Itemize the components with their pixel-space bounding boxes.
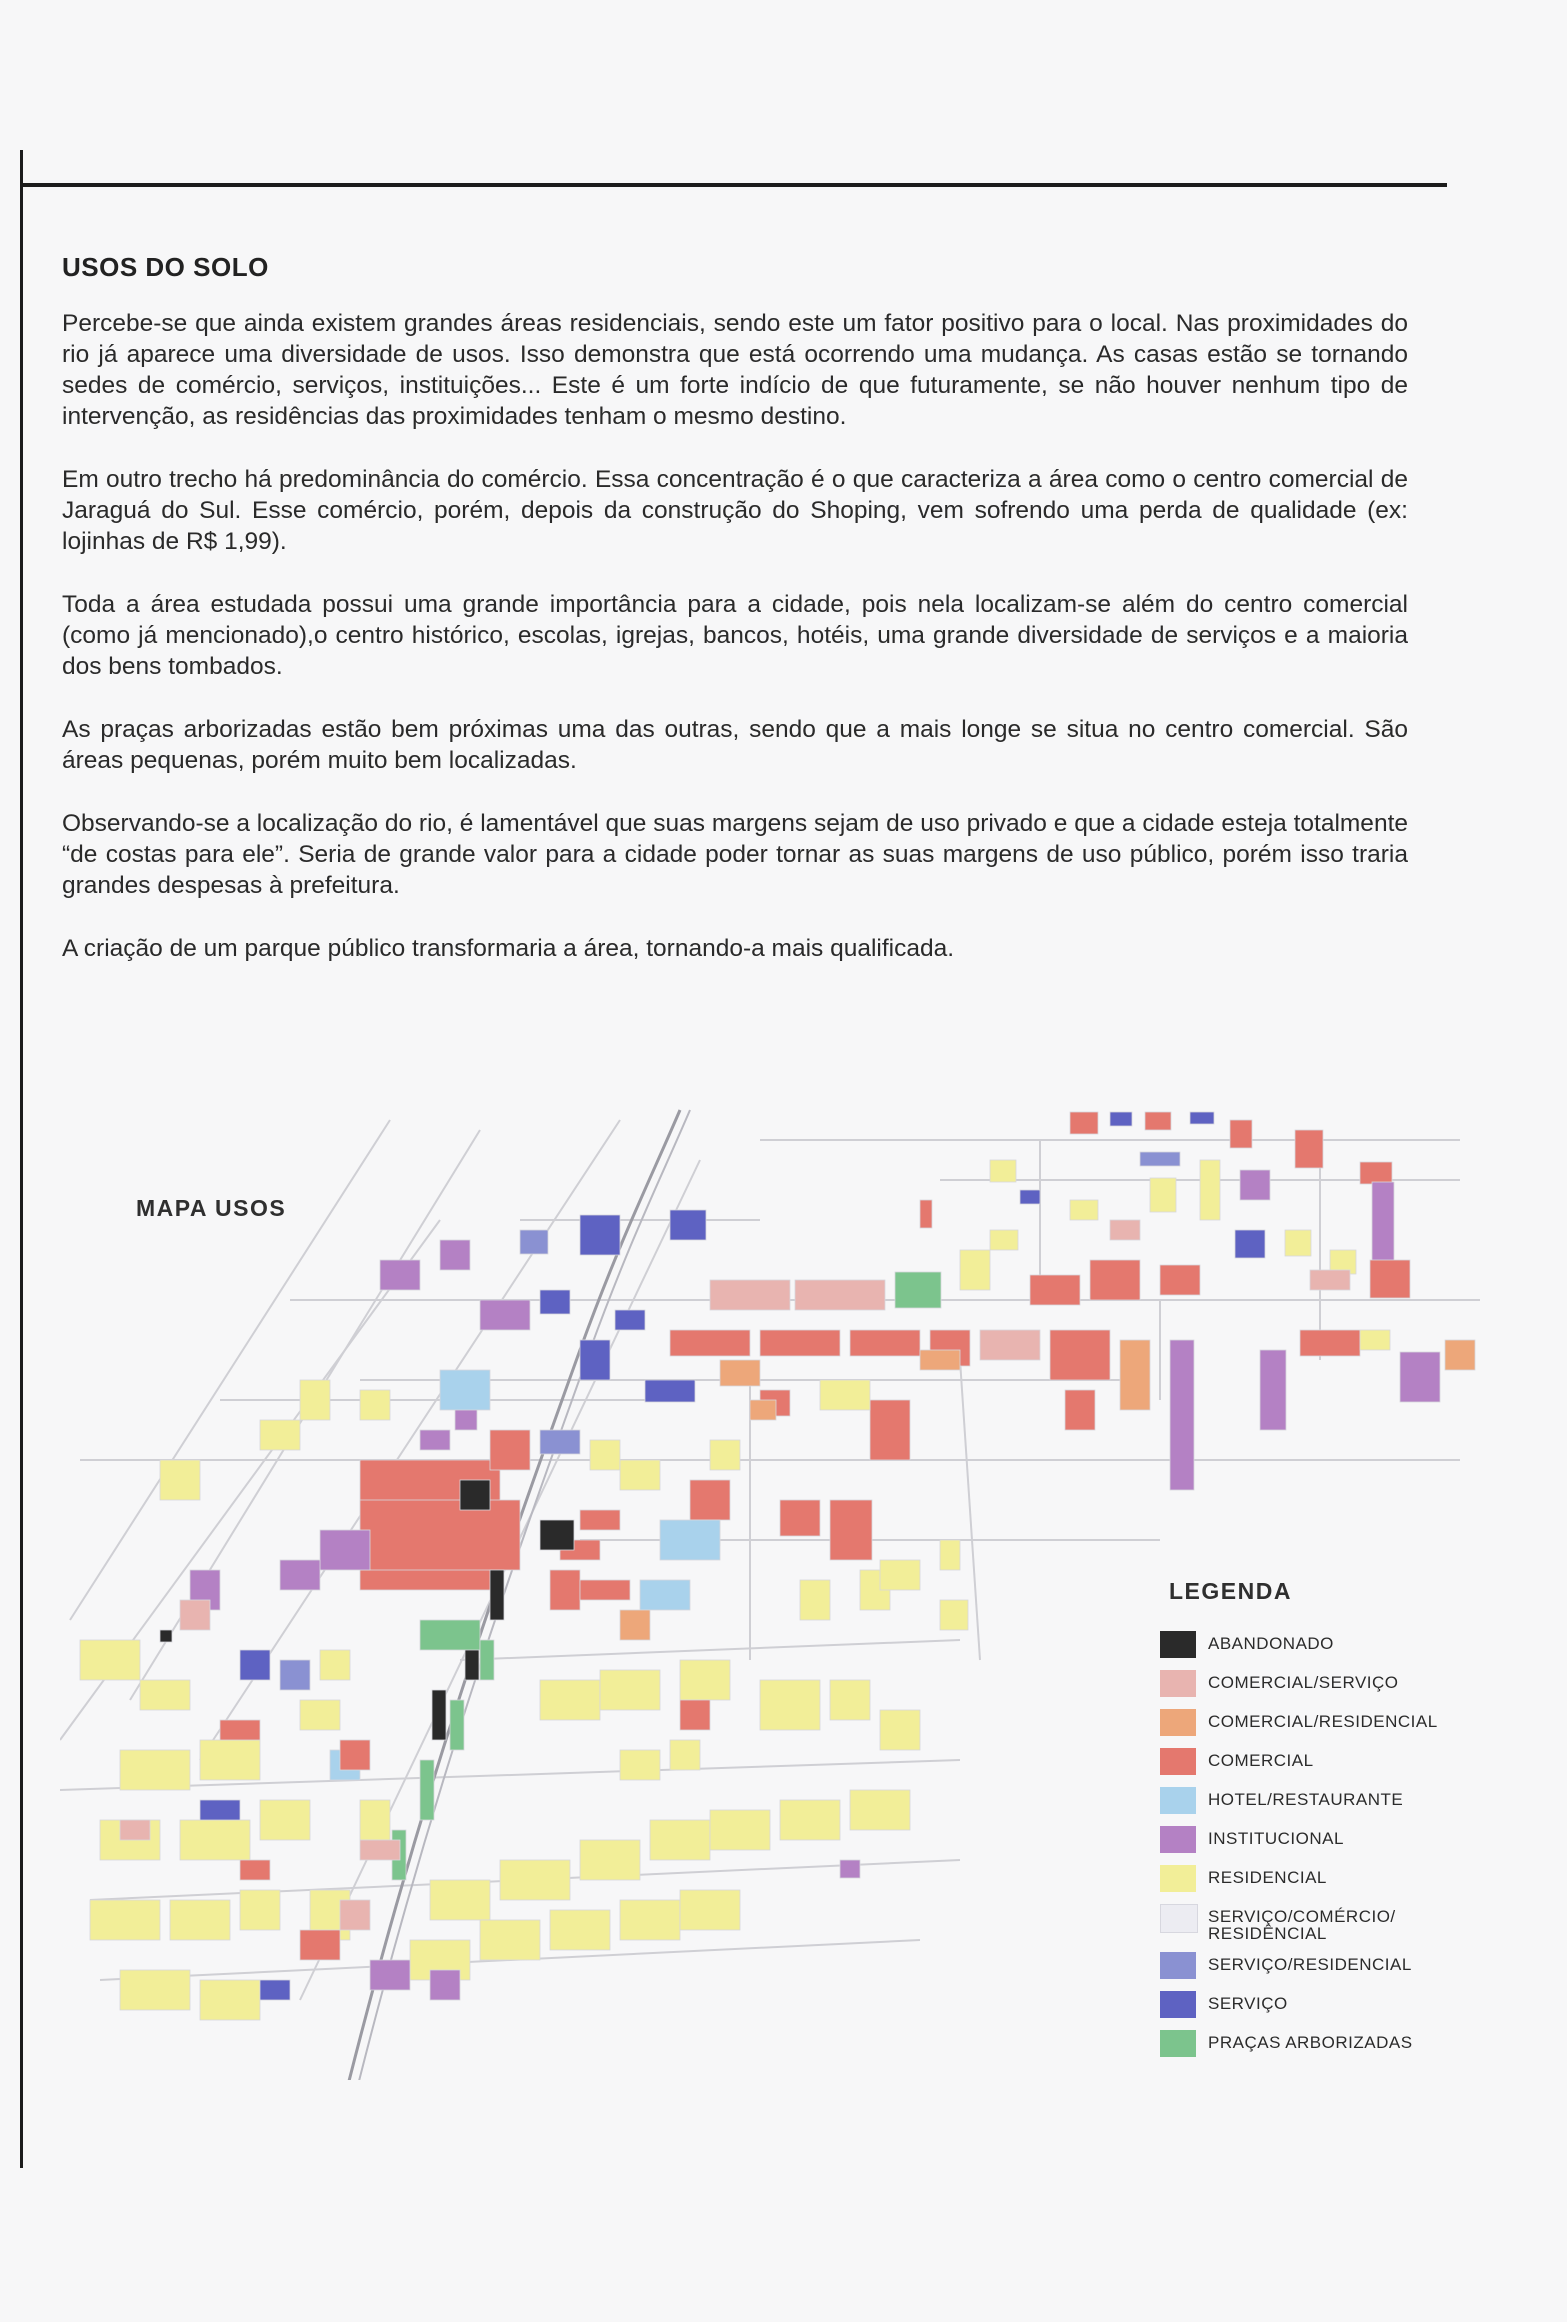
parcel	[1200, 1160, 1220, 1220]
parcel	[1360, 1162, 1392, 1184]
parcel	[240, 1860, 270, 1880]
legend-label: PRAÇAS ARBORIZADAS	[1208, 2033, 1413, 2052]
parcel	[360, 1840, 400, 1860]
header-rule	[20, 183, 1447, 187]
parcel	[640, 1580, 690, 1610]
parcel	[300, 1700, 340, 1730]
parcel	[1030, 1275, 1080, 1305]
parcel	[1065, 1390, 1095, 1430]
parcel	[550, 1910, 610, 1950]
parcel	[620, 1610, 650, 1640]
parcel	[840, 1860, 860, 1878]
parcel	[670, 1740, 700, 1770]
parcel	[1145, 1112, 1171, 1130]
parcel	[320, 1650, 350, 1680]
parcel	[260, 1980, 290, 2000]
map-legend	[1160, 1578, 1500, 2069]
parcel	[580, 1215, 620, 1255]
legend-item	[1160, 1826, 1500, 1865]
parcel	[300, 1380, 330, 1420]
parcel	[990, 1160, 1016, 1182]
legend-swatch	[1160, 2030, 1196, 2057]
map-title: MAPA USOS	[136, 1195, 287, 1221]
legend-swatch	[1160, 1631, 1196, 1658]
legend-title: LEGENDA	[1169, 1578, 1292, 1604]
parcel	[710, 1810, 770, 1850]
parcel	[460, 1480, 490, 1510]
parcel	[780, 1800, 840, 1840]
parcel	[540, 1520, 574, 1550]
parcel	[170, 1900, 230, 1940]
legend-label: COMERCIAL/RESIDENCIAL	[1208, 1712, 1438, 1731]
parcel	[920, 1200, 932, 1228]
parcel	[180, 1600, 210, 1630]
legend-label: HOTEL/RESTAURANTE	[1208, 1790, 1404, 1809]
legend-item	[1160, 1904, 1500, 1952]
legend-swatch	[1160, 1787, 1196, 1814]
parcel	[455, 1408, 477, 1430]
parcel	[1295, 1130, 1323, 1168]
parcel	[795, 1280, 885, 1310]
parcel	[490, 1430, 530, 1470]
parcel	[540, 1680, 600, 1720]
legend-item	[1160, 1787, 1500, 1826]
parcel	[1285, 1230, 1311, 1256]
parcel	[120, 1820, 150, 1840]
legend-swatch	[1160, 1991, 1196, 2018]
parcel	[1170, 1340, 1194, 1490]
parcel	[540, 1290, 570, 1314]
parcel	[432, 1690, 446, 1740]
parcel	[1020, 1190, 1040, 1204]
legend-label: INSTITUCIONAL	[1208, 1829, 1344, 1848]
parcel	[850, 1790, 910, 1830]
legend-swatch	[1160, 1865, 1196, 1892]
parcel	[1445, 1340, 1475, 1370]
section-title: USOS DO SOLO	[62, 252, 269, 282]
parcel	[480, 1920, 540, 1960]
parcel	[320, 1530, 370, 1570]
parcel	[1120, 1340, 1150, 1410]
parcel	[240, 1890, 280, 1930]
parcel	[450, 1700, 464, 1750]
parcel	[440, 1240, 470, 1270]
parcel	[180, 1820, 250, 1860]
parcel	[850, 1330, 920, 1356]
parcel	[1372, 1182, 1394, 1264]
parcel	[590, 1440, 620, 1470]
parcel	[430, 1880, 490, 1920]
parcel	[620, 1750, 660, 1780]
parcel	[360, 1390, 390, 1420]
left-margin-rule	[20, 150, 23, 2168]
legend-label: COMERCIAL	[1208, 1751, 1314, 1770]
parcel	[1070, 1200, 1098, 1220]
legend-label: SERVIÇO/RESIDENCIAL	[1208, 1955, 1412, 1974]
parcel	[490, 1570, 504, 1620]
parcel	[1400, 1352, 1440, 1402]
parcel	[1240, 1170, 1270, 1200]
parcel	[120, 1750, 190, 1790]
parcel	[420, 1760, 434, 1820]
parcel	[1110, 1220, 1140, 1240]
parcel	[600, 1670, 660, 1710]
parcel	[990, 1230, 1018, 1250]
parcel	[670, 1210, 706, 1240]
parcel	[480, 1300, 530, 1330]
parcel	[750, 1400, 776, 1420]
legend-swatch	[1160, 1952, 1196, 1979]
legend-item	[1160, 1952, 1500, 1991]
legend-item	[1160, 1670, 1500, 1709]
parcel	[800, 1580, 830, 1620]
parcel	[300, 1930, 340, 1960]
parcel	[980, 1330, 1040, 1360]
parcel	[780, 1500, 820, 1536]
parcel	[260, 1800, 310, 1840]
legend-swatch	[1160, 1709, 1196, 1736]
legend-swatch	[1160, 1748, 1196, 1775]
body-text	[62, 308, 1408, 996]
parcel	[710, 1280, 790, 1310]
parcel	[690, 1480, 730, 1520]
legend-item	[1160, 1991, 1500, 2030]
parcel	[520, 1230, 548, 1254]
parcel	[615, 1310, 645, 1330]
parcel	[650, 1820, 710, 1860]
parcel	[220, 1720, 260, 1740]
parcel	[90, 1900, 160, 1940]
parcel	[1150, 1178, 1176, 1212]
parcel	[1140, 1152, 1180, 1166]
parcel	[645, 1380, 695, 1402]
parcel	[1235, 1230, 1265, 1258]
parcel	[1090, 1260, 1140, 1300]
paragraph-6: A criação de um parque público transformaria a área, tornando-a mais qualificada.	[62, 935, 955, 962]
parcel	[1310, 1270, 1350, 1290]
parcel	[940, 1600, 968, 1630]
legend-label: SERVIÇO	[1208, 1994, 1288, 2013]
parcel	[160, 1630, 172, 1642]
legend-item	[1160, 1709, 1500, 1748]
parcel	[940, 1540, 960, 1570]
parcel	[710, 1440, 740, 1470]
legend-item	[1160, 1748, 1500, 1787]
parcel	[200, 1800, 240, 1820]
parcel	[870, 1400, 910, 1460]
parcel	[550, 1570, 580, 1610]
parcel	[660, 1520, 720, 1560]
parcel	[80, 1640, 140, 1680]
parcel	[820, 1380, 870, 1410]
parcel	[720, 1360, 760, 1386]
parcel	[370, 1960, 410, 1990]
parcel	[580, 1510, 620, 1530]
parcel	[200, 1740, 260, 1780]
legend-label: SERVIÇO/COMÉRCIO/ RESIDÊNCIAL	[1208, 1907, 1396, 1943]
parcel	[480, 1640, 494, 1680]
parcel	[340, 1900, 370, 1930]
parcel	[895, 1272, 941, 1308]
paragraph-4: As praças arborizadas estão bem próximas uma das outras, sendo que a mais longe se situa no centro comercial. São áreas pequenas, porém muito bem localizadas.	[62, 716, 1408, 774]
parcel	[540, 1430, 580, 1454]
parcel	[580, 1340, 610, 1380]
parcel	[670, 1330, 750, 1356]
parcel	[240, 1650, 270, 1680]
parcel	[500, 1860, 570, 1900]
parcel	[1110, 1112, 1132, 1126]
paragraph-2: Em outro trecho há predominância do comércio. Essa concentração é o que caracteriza a área como o centro comercial de Jaraguá do Sul. Esse comércio, porém, depois da construção do Shoping, vem sofrendo uma perda de qualidade (ex: lojinhas de R$ 1,99).	[62, 466, 1408, 555]
legend-label: COMERCIAL/SERVIÇO	[1208, 1673, 1399, 1692]
street	[460, 1640, 960, 1660]
parcel	[680, 1700, 710, 1730]
parcel	[340, 1740, 370, 1770]
parcel	[1260, 1350, 1286, 1430]
parcel	[280, 1660, 310, 1690]
street	[60, 1760, 960, 1790]
paragraph-3: Toda a área estudada possui uma grande importância para a cidade, pois nela localizam-se além do centro comercial (como já mencionado),o centro histórico, escolas, igrejas, bancos, hotéis, uma grande diversidade de serviços e a maioria dos bens tombados.	[62, 591, 1408, 680]
legend-item	[1160, 1865, 1500, 1904]
parcel	[1230, 1120, 1252, 1148]
parcel	[140, 1680, 190, 1710]
parcel	[420, 1430, 450, 1450]
parcel	[380, 1260, 420, 1290]
legend-item	[1160, 2030, 1500, 2069]
legend-items	[1160, 1631, 1500, 2069]
parcel	[120, 1970, 190, 2010]
parcel	[420, 1620, 480, 1650]
parcel	[1070, 1112, 1098, 1134]
parcel	[880, 1710, 920, 1750]
parcel	[760, 1330, 840, 1356]
parcel	[880, 1560, 920, 1590]
parcel	[580, 1840, 640, 1880]
parcel	[1050, 1330, 1110, 1380]
parcel	[1300, 1330, 1360, 1356]
legend-swatch	[1160, 1670, 1196, 1697]
parcel	[620, 1900, 680, 1940]
parcel	[440, 1370, 490, 1410]
parcel	[160, 1460, 200, 1500]
parcel	[430, 1970, 460, 2000]
parcel	[920, 1350, 960, 1370]
parcel	[1160, 1265, 1200, 1295]
parcel	[960, 1250, 990, 1290]
parcel	[260, 1420, 300, 1450]
parcel	[360, 1800, 390, 1840]
legend-label: RESIDENCIAL	[1208, 1868, 1327, 1887]
parcel	[1360, 1330, 1390, 1350]
legend-item	[1160, 1631, 1500, 1670]
parcel	[200, 1980, 260, 2020]
parcel	[280, 1560, 320, 1590]
parcel	[830, 1500, 872, 1560]
parcel	[680, 1890, 740, 1930]
parcel	[580, 1580, 630, 1600]
parcel	[760, 1680, 820, 1730]
parcel	[360, 1500, 520, 1570]
legend-swatch	[1160, 1826, 1196, 1853]
parcel	[680, 1660, 730, 1700]
parcel	[620, 1460, 660, 1490]
paragraph-5: Observando-se a localização do rio, é lamentável que suas margens sejam de uso privado e que a cidade esteja totalmente “de costas para ele”. Seria de grande valor para a cidade poder tornar as suas margens de uso público, porém isso traria grandes despesas à prefeitura.	[62, 810, 1408, 899]
parcel	[830, 1680, 870, 1720]
legend-label: ABANDONADO	[1208, 1634, 1334, 1653]
legend-swatch	[1160, 1904, 1198, 1933]
parcel	[1370, 1260, 1410, 1298]
paragraph-1: Percebe-se que ainda existem grandes áreas residenciais, sendo este um fator positivo para o local. Nas proximidades do rio já aparece uma diversidade de usos. Isso demonstra que está ocorrendo uma mudança. As casas estão se tornando sedes de comércio, serviços, instituições... Este é um forte indício de que futuramente, se não houver nenhum tipo de intervenção, as residências das proximidades tenham o mesmo destino.	[62, 310, 1408, 430]
parcel	[1190, 1112, 1214, 1124]
